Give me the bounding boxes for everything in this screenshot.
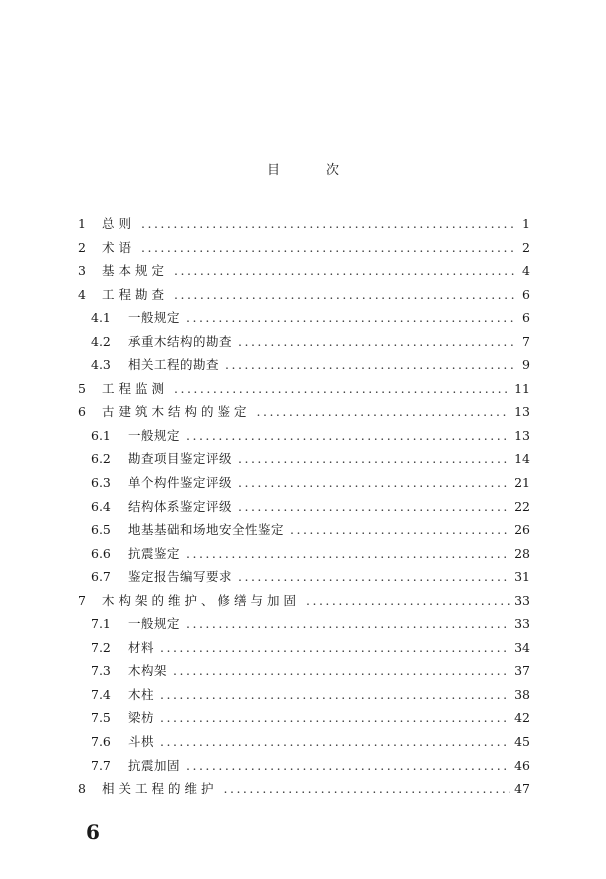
toc-entry-page: 28: [514, 545, 530, 561]
toc-entry-label: 一般规定: [128, 310, 181, 326]
toc-entry-page: 11: [514, 380, 530, 396]
dot-leader: [141, 236, 514, 260]
toc-entry-page: 42: [514, 710, 530, 726]
toc-entry-page: 47: [514, 781, 530, 797]
toc-entry-page: 6: [522, 310, 530, 326]
toc-entry-page: 46: [514, 757, 530, 773]
dot-leader: [174, 283, 514, 307]
toc-chapter-entry[interactable]: [78, 377, 530, 401]
dot-leader: [306, 589, 510, 613]
toc-chapter-entry[interactable]: [78, 283, 530, 307]
toc-entry-number: 7.4: [91, 686, 111, 702]
toc-entry-number: 3: [78, 263, 86, 279]
toc-section-entry[interactable]: [78, 330, 530, 354]
dot-leader: [238, 447, 510, 471]
toc-section-entry[interactable]: [78, 306, 530, 330]
toc-section-entry[interactable]: [78, 636, 530, 660]
dot-leader: [186, 612, 510, 636]
toc-entry-label: 一般规定: [128, 616, 181, 632]
toc-entry-label: 结构体系鉴定评级: [128, 498, 233, 514]
dot-leader: [186, 424, 510, 448]
toc-entry-page: 14: [514, 451, 530, 467]
dot-leader: [160, 706, 510, 730]
toc-section-entry[interactable]: [78, 353, 530, 377]
toc-entry-label: 抗震鉴定: [128, 545, 181, 561]
toc-list: [78, 212, 530, 801]
dot-leader: [290, 518, 510, 542]
toc-section-entry[interactable]: [78, 565, 530, 589]
toc-entry-number: 7.1: [91, 616, 111, 632]
toc-title: 目次: [266, 163, 385, 178]
dot-leader: [186, 542, 510, 566]
dot-leader: [186, 306, 514, 330]
toc-entry-page: 13: [514, 404, 530, 420]
toc-entry-page: 38: [514, 686, 530, 702]
toc-entry-label: 斗栱: [128, 734, 155, 750]
toc-entry-label: 地基基础和场地安全性鉴定: [128, 522, 285, 538]
page-number: 6: [86, 820, 100, 844]
toc-entry-label: 古建筑木结构的鉴定: [102, 404, 251, 420]
toc-chapter-entry[interactable]: [78, 212, 530, 236]
toc-entry-label: 承重木结构的勘查: [128, 333, 233, 349]
toc-entry-label: 工程勘查: [102, 286, 169, 302]
toc-entry-label: 木柱: [128, 686, 155, 702]
toc-entry-number: 6.2: [91, 451, 111, 467]
dot-leader: [141, 212, 514, 236]
toc-entry-page: 34: [514, 639, 530, 655]
toc-chapter-entry[interactable]: [78, 259, 530, 283]
toc-chapter-entry[interactable]: [78, 236, 530, 260]
toc-entry-number: 4.1: [91, 310, 111, 326]
toc-entry-number: 4.2: [91, 333, 111, 349]
dot-leader: [160, 683, 510, 707]
toc-section-entry[interactable]: [78, 495, 530, 519]
toc-entry-page: 9: [522, 357, 530, 373]
toc-section-entry[interactable]: [78, 706, 530, 730]
toc-entry-label: 鉴定报告编写要求: [128, 569, 233, 585]
toc-entry-number: 6.7: [91, 569, 111, 585]
dot-leader: [238, 330, 514, 354]
toc-section-entry[interactable]: [78, 754, 530, 778]
toc-entry-label: 术语: [102, 239, 136, 255]
dot-leader: [174, 377, 510, 401]
toc-entry-page: 45: [514, 734, 530, 750]
toc-entry-number: 6.5: [91, 522, 111, 538]
toc-entry-label: 勘查项目鉴定评级: [128, 451, 233, 467]
dot-leader: [160, 730, 510, 754]
toc-chapter-entry[interactable]: [78, 589, 530, 613]
toc-entry-page: 6: [522, 286, 530, 302]
toc-entry-label: 梁枋: [128, 710, 155, 726]
toc-entry-number: 7.3: [91, 663, 111, 679]
toc-entry-page: 21: [514, 475, 530, 491]
toc-section-entry[interactable]: [78, 471, 530, 495]
toc-entry-number: 8: [78, 781, 86, 797]
toc-entry-number: 6: [78, 404, 86, 420]
toc-entry-number: 4: [78, 286, 86, 302]
dot-leader: [186, 754, 510, 778]
toc-chapter-entry[interactable]: [78, 777, 530, 801]
toc-entry-label: 相关工程的勘查: [128, 357, 220, 373]
toc-entry-label: 木构架: [128, 663, 168, 679]
toc-entry-number: 7: [78, 592, 86, 608]
dot-leader: [238, 495, 510, 519]
toc-entry-number: 4.3: [91, 357, 111, 373]
toc-entry-number: 6.4: [91, 498, 111, 514]
toc-entry-label: 一般规定: [128, 427, 181, 443]
dot-leader: [174, 259, 514, 283]
toc-entry-number: 6.3: [91, 475, 111, 491]
toc-section-entry[interactable]: [78, 659, 530, 683]
dot-leader: [224, 777, 511, 801]
dot-leader: [173, 659, 510, 683]
toc-entry-label: 相关工程的维护: [102, 781, 218, 797]
toc-section-entry[interactable]: [78, 447, 530, 471]
toc-entry-page: 13: [514, 427, 530, 443]
dot-leader: [238, 565, 510, 589]
toc-entry-page: 31: [514, 569, 530, 585]
toc-section-entry[interactable]: [78, 683, 530, 707]
toc-entry-page: 7: [522, 333, 530, 349]
toc-entry-label: 木构架的维护、修缮与加固: [102, 592, 301, 608]
toc-entry-label: 基本规定: [102, 263, 169, 279]
toc-entry-page: 22: [514, 498, 530, 514]
toc-entry-number: 7.5: [91, 710, 111, 726]
toc-entry-number: 7.2: [91, 639, 111, 655]
toc-section-entry[interactable]: [78, 612, 530, 636]
toc-entry-label: 材料: [128, 639, 155, 655]
dot-leader: [225, 353, 514, 377]
toc-entry-page: 33: [514, 616, 530, 632]
toc-entry-number: 7.6: [91, 734, 111, 750]
toc-section-entry[interactable]: [78, 542, 530, 566]
dot-leader: [160, 636, 510, 660]
toc-entry-number: 2: [78, 239, 86, 255]
toc-entry-number: 6.1: [91, 427, 111, 443]
toc-section-entry[interactable]: [78, 730, 530, 754]
toc-entry-label: 工程监测: [102, 380, 169, 396]
toc-entry-label: 单个构件鉴定评级: [128, 475, 233, 491]
toc-entry-page: 1: [522, 216, 530, 231]
toc-section-entry[interactable]: [78, 518, 530, 542]
toc-section-entry[interactable]: [78, 424, 530, 448]
toc-entry-page: 4: [522, 263, 530, 279]
toc-entry-label: 抗震加固: [128, 757, 181, 773]
toc-entry-number: 7.7: [91, 757, 111, 773]
toc-entry-number: 1: [78, 216, 86, 231]
toc-entry-page: 2: [522, 239, 530, 255]
dot-leader: [257, 400, 511, 424]
toc-entry-page: 26: [514, 522, 530, 538]
toc-entry-label: 总则: [102, 216, 136, 231]
toc-entry-page: 37: [514, 663, 530, 679]
dot-leader: [238, 471, 510, 495]
toc-entry-number: 6.6: [91, 545, 111, 561]
toc-chapter-entry[interactable]: [78, 400, 530, 424]
toc-entry-page: 33: [514, 592, 530, 608]
toc-entry-number: 5: [78, 380, 86, 396]
